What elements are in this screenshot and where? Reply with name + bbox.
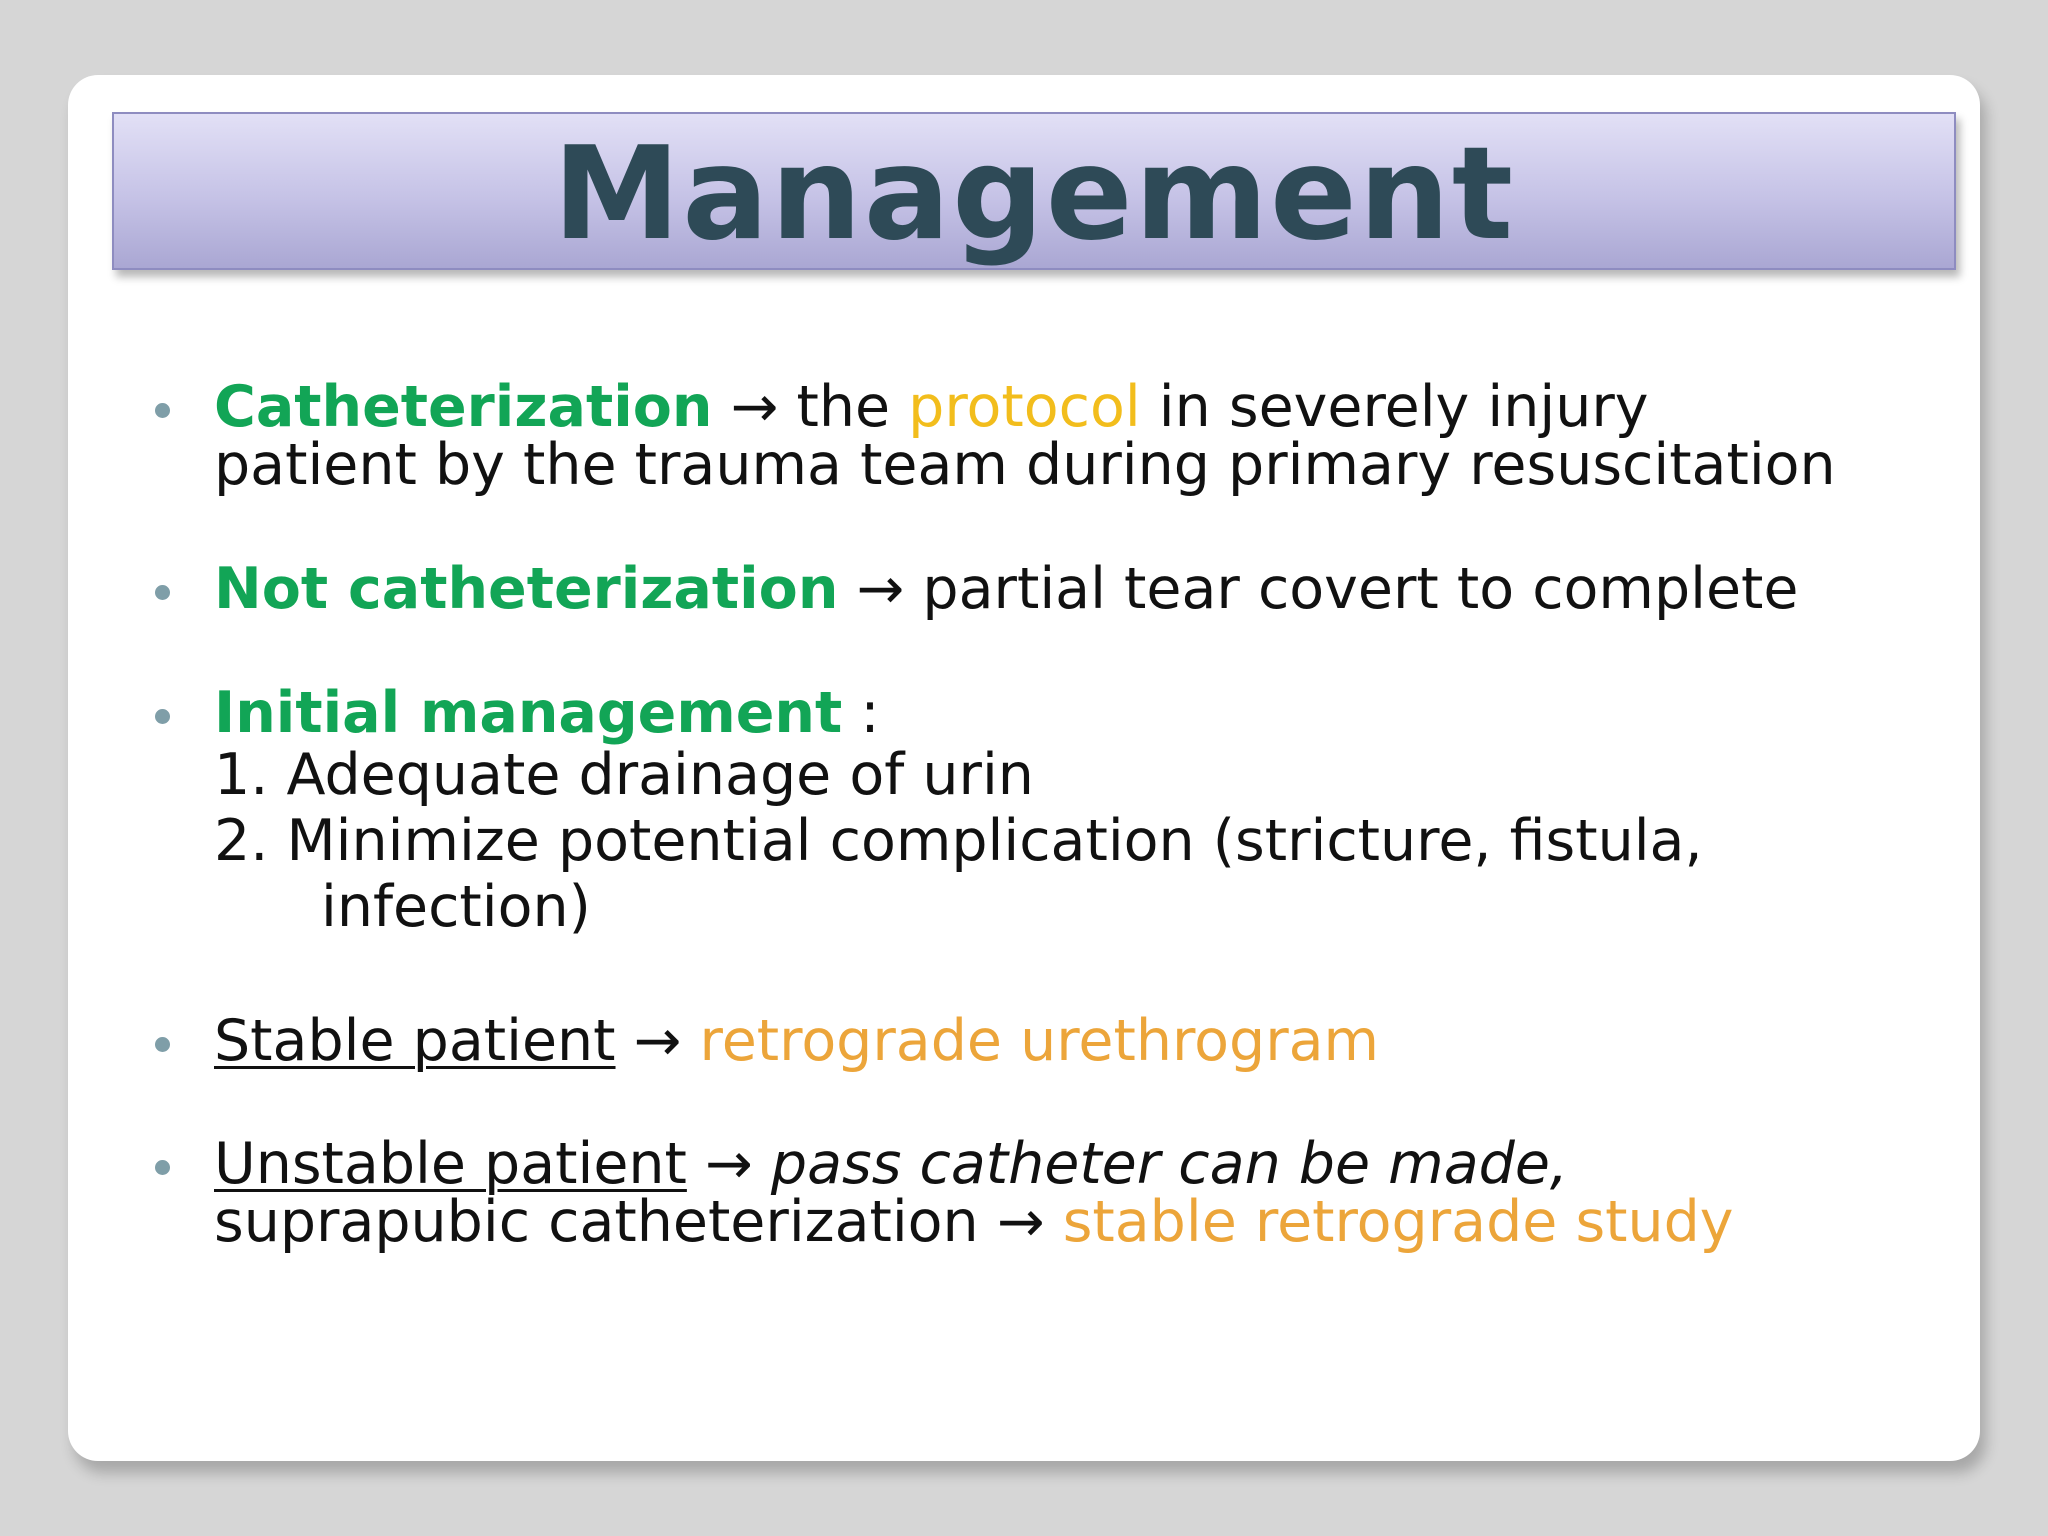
bullet-dot-icon bbox=[155, 709, 170, 724]
bullet-unstable-patient bbox=[155, 1131, 1935, 1255]
arrow-icon: → bbox=[633, 1008, 682, 1074]
bullet-dot-icon bbox=[155, 1037, 170, 1052]
bullet-line bbox=[214, 1131, 1935, 1197]
bullet-dot-icon bbox=[155, 403, 170, 418]
bullet-stable-patient bbox=[155, 1008, 1935, 1074]
arrow-icon: → bbox=[730, 374, 779, 440]
bullet-line bbox=[214, 680, 1935, 746]
bullet-text: : bbox=[842, 680, 880, 746]
bullet-line bbox=[214, 1008, 1935, 1074]
list-item: infection) bbox=[321, 874, 591, 940]
list-item: 1. Adequate drainage of urin bbox=[214, 742, 1034, 808]
highlight-text: retrograde urethrogram bbox=[699, 1008, 1380, 1074]
list-item: 2. Minimize potential complication (stricture, fistula, bbox=[214, 808, 1703, 874]
bullet-catheterization bbox=[155, 374, 1935, 498]
title-bar bbox=[112, 112, 1956, 270]
bullet-line bbox=[214, 556, 1935, 622]
slide-title: Management bbox=[552, 120, 1516, 269]
bullet-label: Stable patient bbox=[214, 1008, 616, 1074]
highlight-text: stable retrograde study bbox=[1062, 1189, 1734, 1255]
arrow-icon: → bbox=[705, 1131, 753, 1197]
bullet-dot-icon bbox=[155, 585, 170, 600]
bullet-text: partial tear covert to complete bbox=[904, 556, 1799, 622]
bullet-dot-icon bbox=[155, 1160, 170, 1175]
bullet-list bbox=[155, 374, 1935, 1255]
highlight-text: protocol bbox=[908, 374, 1141, 440]
bullet-label: Not catheterization bbox=[214, 556, 839, 622]
bullet-line bbox=[214, 432, 1935, 498]
bullet-text: the bbox=[778, 374, 909, 440]
bullet-not-catheterization bbox=[155, 556, 1935, 622]
bullet-text: suprapubic catheterization bbox=[214, 1189, 997, 1255]
italic-text: pass catheter can be made, bbox=[770, 1131, 1568, 1197]
bullet-line bbox=[214, 1189, 1935, 1255]
bullet-text: patient by the trauma team during primary resuscitation bbox=[214, 432, 1836, 498]
bullet-label: Initial management bbox=[214, 680, 843, 746]
bullet-text: in severely injury bbox=[1140, 374, 1649, 440]
arrow-icon: → bbox=[856, 556, 905, 622]
arrow-icon: → bbox=[996, 1189, 1045, 1255]
bullet-initial-management bbox=[155, 680, 1935, 940]
bullet-label: Unstable patient bbox=[214, 1131, 687, 1197]
bullet-label: Catheterization bbox=[214, 374, 713, 440]
bullet-line bbox=[214, 374, 1935, 440]
